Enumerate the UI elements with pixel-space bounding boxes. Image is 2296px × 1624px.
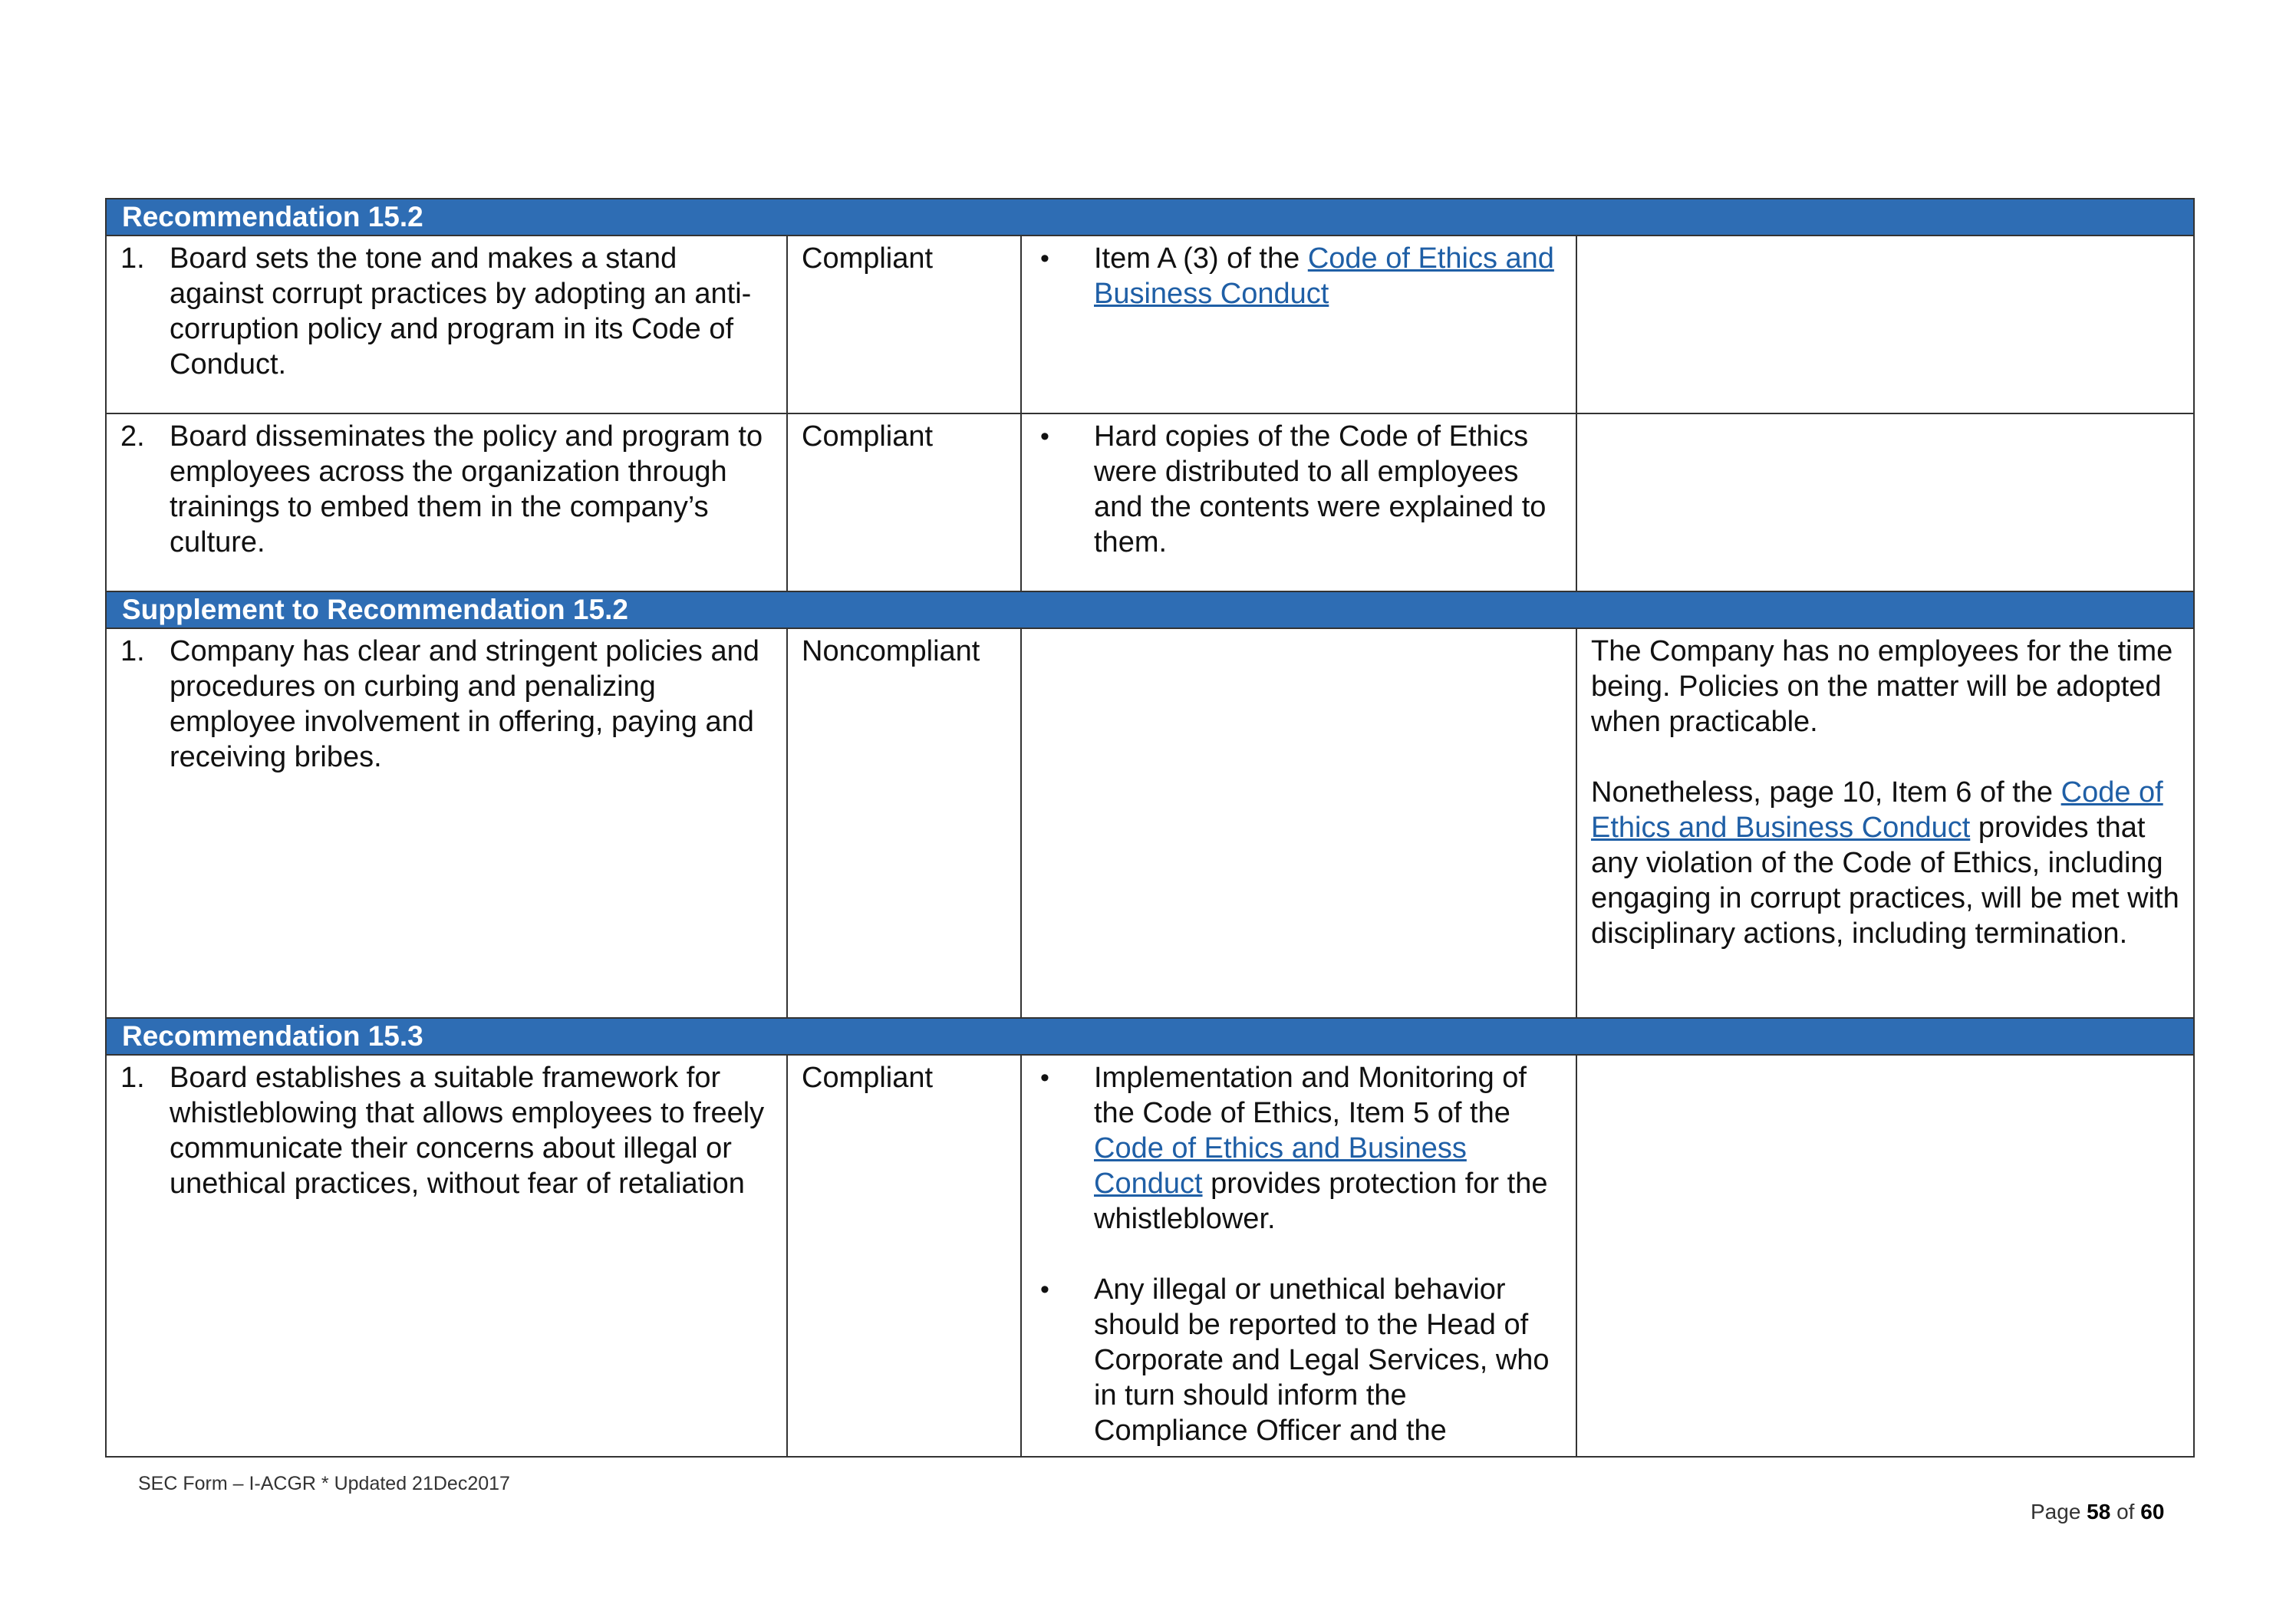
explanation-cell xyxy=(1576,236,2194,413)
requirement-text: Company has clear and stringent policies and procedures on curbing and penalizing employee involvement in offering, paying and receiving bribes. xyxy=(170,635,759,773)
code-of-ethics-link[interactable]: Code of Ethics and Business Conduct xyxy=(1094,1132,1467,1200)
requirement-text: Board sets the tone and makes a stand against corrupt practices by adopting an anti-corruption policy and program in its Code of Conduct. xyxy=(170,242,752,380)
status-cell xyxy=(787,236,1021,413)
section-header-rec-15-3 xyxy=(106,1018,2194,1055)
compliance-status: Compliant xyxy=(802,420,934,453)
section-header-rec-15-2 xyxy=(106,199,2194,236)
code-of-ethics-link[interactable]: Code of Ethics and Business Conduct xyxy=(1591,776,2163,844)
evidence-cell xyxy=(1021,628,1576,1018)
requirement-cell xyxy=(106,628,787,1018)
evidence-text: Any illegal or unethical behavior should be reported to the Head of Corporate and Legal Services, who in turn should inform the Compliance Officer and the xyxy=(1094,1273,1550,1447)
section-heading: Recommendation 15.3 xyxy=(106,1018,2194,1055)
compliance-status: Compliant xyxy=(802,1062,934,1094)
code-of-ethics-link[interactable]: Code of Ethics and Business Conduct xyxy=(1094,242,1554,310)
total-pages: 60 xyxy=(2140,1500,2165,1524)
requirement-cell xyxy=(106,413,787,591)
evidence-text: provides protection for the whistleblower. xyxy=(1094,1168,1548,1235)
acgr-compliance-table xyxy=(105,198,2195,1458)
page-of: of xyxy=(2110,1500,2141,1524)
page-prefix: Page xyxy=(2031,1500,2087,1524)
table-row xyxy=(106,628,2194,1018)
item-number: 1. xyxy=(120,242,145,275)
status-cell xyxy=(787,1055,1021,1457)
evidence-bullet xyxy=(1036,1272,1562,1448)
evidence-cell xyxy=(1021,236,1576,413)
table-row xyxy=(106,236,2194,413)
explanation-cell xyxy=(1576,413,2194,591)
footer-form-label: SEC Form – I-ACGR * Updated 21Dec2017 xyxy=(138,1473,510,1494)
status-cell xyxy=(787,413,1021,591)
evidence-bullet xyxy=(1036,419,1562,560)
bullet-icon: • xyxy=(1040,1063,1049,1092)
explanation-text: provides that any violation of the Code of Ethics, including engaging in corrupt practices, will be met with disciplinary actions, including termination. xyxy=(1591,812,2179,950)
evidence-text: Item A (3) of the xyxy=(1094,242,1308,275)
explanation-text: Nonetheless, page 10, Item 6 of the xyxy=(1591,776,2061,809)
section-heading: Supplement to Recommendation 15.2 xyxy=(106,591,2194,628)
bullet-icon: • xyxy=(1040,1275,1049,1304)
explanation-cell xyxy=(1576,1055,2194,1457)
compliance-status: Compliant xyxy=(802,242,934,275)
table-row xyxy=(106,413,2194,591)
compliance-status: Noncompliant xyxy=(802,635,980,667)
table-row xyxy=(106,1055,2194,1457)
bullet-icon: • xyxy=(1040,422,1049,451)
page-number xyxy=(2031,1500,2164,1524)
evidence-bullet xyxy=(1036,1060,1562,1237)
evidence-cell xyxy=(1021,1055,1576,1457)
evidence-cell xyxy=(1021,413,1576,591)
evidence-text: Hard copies of the Code of Ethics were distributed to all employees and the contents were explained to them. xyxy=(1094,420,1547,558)
requirement-cell xyxy=(106,236,787,413)
current-page: 58 xyxy=(2087,1500,2111,1524)
explanation-text: The Company has no employees for the time being. Policies on the matter will be adopted when practicable. xyxy=(1591,635,2173,738)
item-number: 1. xyxy=(120,635,145,667)
evidence-text: Implementation and Monitoring of the Code of Ethics, Item 5 of the xyxy=(1094,1062,1527,1129)
status-cell xyxy=(787,628,1021,1018)
item-number: 1. xyxy=(120,1062,145,1094)
explanation-paragraph xyxy=(1591,775,2179,951)
explanation-cell xyxy=(1576,628,2194,1018)
item-number: 2. xyxy=(120,420,145,453)
section-heading: Recommendation 15.2 xyxy=(106,199,2194,236)
requirement-text: Board disseminates the policy and program to employees across the organization through trainings to embed them in the company’s culture. xyxy=(170,420,763,558)
bullet-icon: • xyxy=(1040,244,1049,273)
section-header-supplement-15-2 xyxy=(106,591,2194,628)
evidence-bullet xyxy=(1036,241,1562,311)
requirement-cell xyxy=(106,1055,787,1457)
requirement-text: Board establishes a suitable framework for whistleblowing that allows employees to freely communicate their concerns about illegal or unethical practices, without fear of retaliation xyxy=(170,1062,765,1200)
